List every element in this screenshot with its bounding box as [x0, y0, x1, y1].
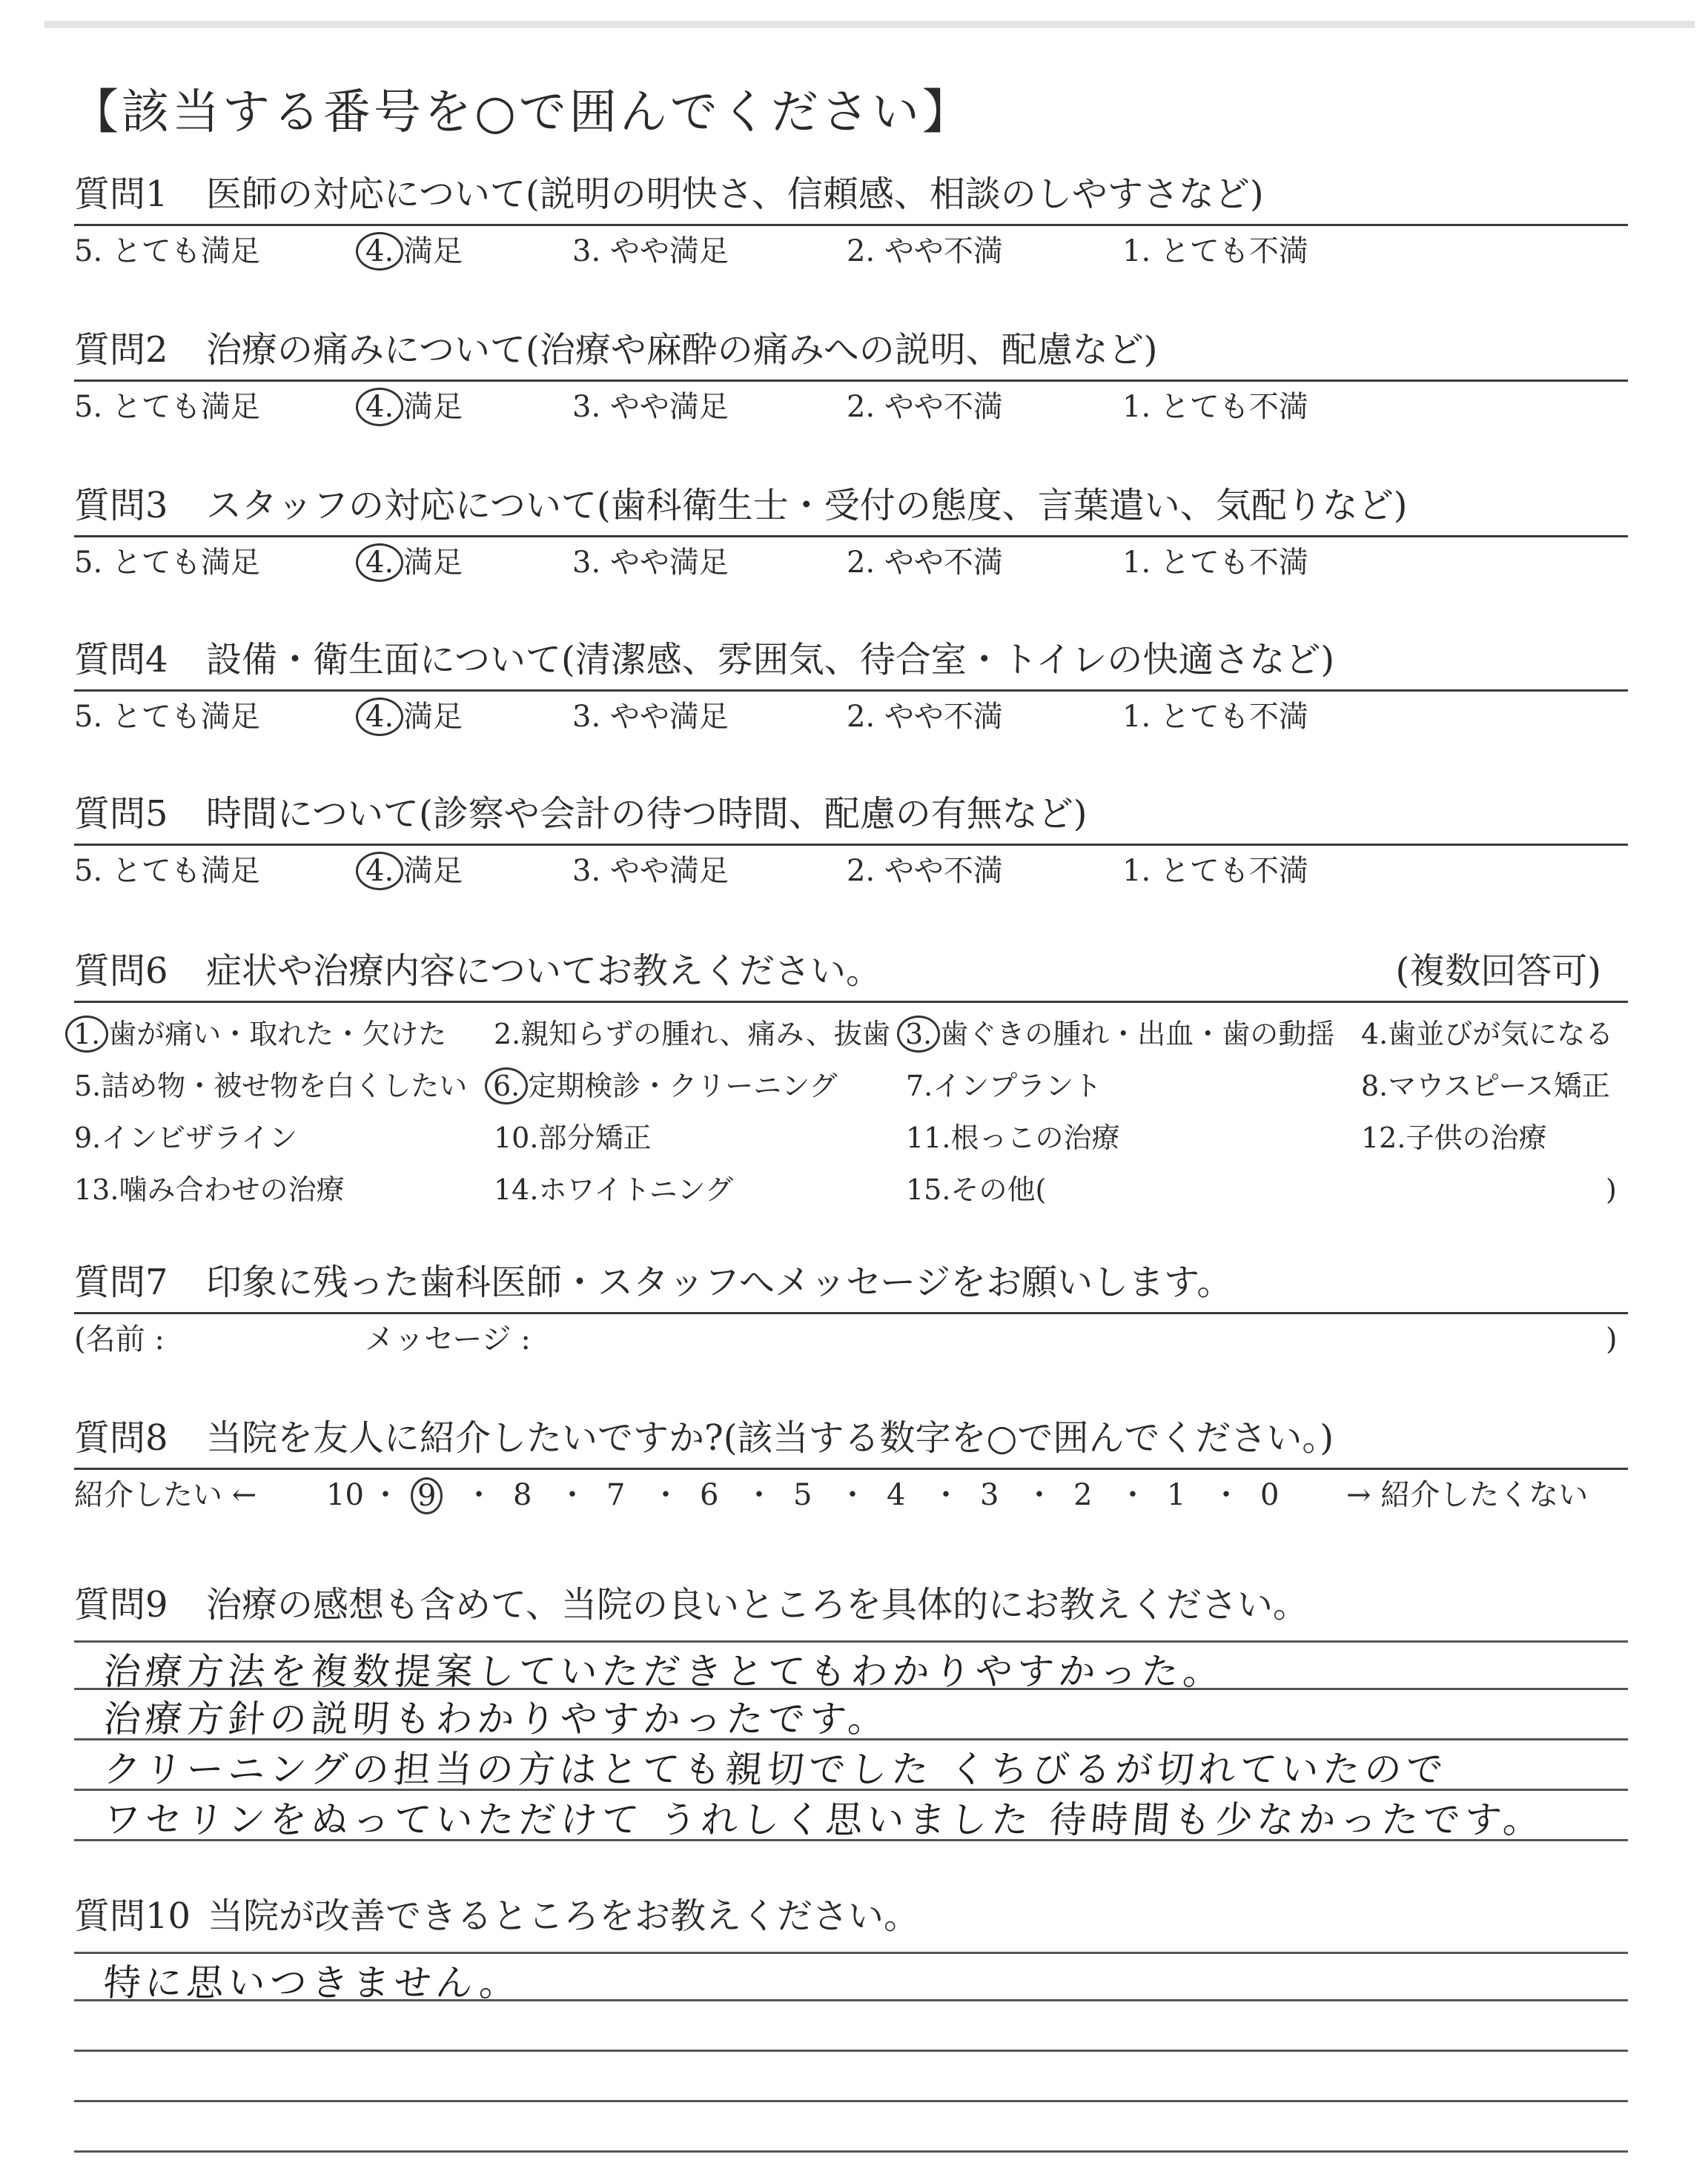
question-number: 質問3 — [74, 485, 168, 526]
option-label: 定期検診・クリーニング — [528, 1070, 838, 1102]
question-number: 質問9 — [74, 1584, 168, 1626]
question-title: 症状や治療内容についてお教えください。 — [206, 950, 882, 992]
symptom-option-4[interactable] — [1361, 1013, 1613, 1055]
selection-circle: 4. — [356, 543, 403, 582]
scale-separator: ・ — [931, 1478, 961, 1512]
referral-scale — [74, 1474, 1631, 1519]
question-title: スタッフの対応について(歯科衛生士・受付の態度、言葉遣い、気配りなど) — [206, 485, 1408, 526]
question-9 — [74, 1583, 1631, 1872]
option-label: インプラント — [933, 1070, 1102, 1102]
rating-options — [74, 386, 1631, 431]
option-number: 14. — [494, 1173, 539, 1206]
symptom-option-11[interactable] — [906, 1117, 1119, 1159]
option-somewhat-satisfied[interactable]: 3. やや満足 — [572, 234, 729, 268]
question-6 — [74, 949, 1631, 1228]
option-label: 歯並びが気になる — [1388, 1018, 1614, 1050]
option-somewhat-dissatisfied[interactable]: 2. やや不満 — [847, 390, 1003, 424]
rating-options — [74, 850, 1631, 895]
symptom-option-1[interactable] — [74, 1013, 446, 1055]
option-satisfied-label: 満足 — [403, 700, 463, 734]
option-satisfied[interactable] — [365, 696, 463, 738]
question-title: 設備・衛生面について(清潔感、雰囲気、待合室・トイレの快適さなど) — [206, 639, 1335, 680]
scale-value-0[interactable]: 0 — [1260, 1478, 1280, 1512]
option-number: 1. — [65, 1016, 108, 1053]
scale-left-label: 紹介したい ← — [74, 1478, 257, 1512]
question-rule — [74, 1312, 1628, 1314]
option-satisfied[interactable] — [365, 542, 463, 583]
scale-separator: ・ — [1211, 1478, 1241, 1512]
rating-options — [74, 231, 1631, 275]
question-title: 当院を友人に紹介したいですか?(該当する数字を○で囲んでください。) — [206, 1417, 1334, 1459]
option-very-satisfied[interactable]: 5. とても満足 — [74, 546, 260, 580]
scale-value-9[interactable]: 9 — [411, 1477, 443, 1514]
answer-lines — [74, 1938, 1631, 2183]
question-rule — [74, 1468, 1628, 1470]
scale-value-8[interactable]: 8 — [513, 1478, 532, 1512]
option-somewhat-satisfied[interactable]: 3. やや満足 — [572, 546, 729, 580]
option-very-dissatisfied[interactable]: 1. とても不満 — [1122, 854, 1308, 888]
option-number: 2. — [494, 1018, 521, 1050]
question-number: 質問1 — [74, 173, 168, 215]
question-rule — [74, 689, 1628, 692]
answer-line — [74, 2050, 1628, 2052]
scale-separator: ・ — [1118, 1478, 1148, 1512]
option-somewhat-satisfied[interactable]: 3. やや満足 — [572, 854, 729, 888]
question-number: 質問5 — [74, 793, 168, 835]
answer-line — [74, 2100, 1628, 2102]
scale-separator: ・ — [464, 1478, 494, 1512]
question-number: 質問10 — [74, 1895, 191, 1937]
scale-separator: ・ — [371, 1478, 400, 1512]
symptom-option-8[interactable] — [1361, 1065, 1610, 1107]
option-label: 部分矯正 — [538, 1122, 652, 1154]
message-field-label: メッセージ : — [365, 1322, 531, 1356]
handwritten-answer: ワセリンをぬっていただけて うれしく思いました 待時間も少なかったです。 — [102, 1798, 1546, 1841]
symptom-option-3[interactable] — [906, 1013, 1334, 1055]
question-4 — [74, 637, 1631, 741]
option-label: 親知らずの腫れ、痛み、抜歯 — [520, 1018, 890, 1050]
option-label: 根っこの治療 — [950, 1122, 1120, 1154]
option-label: 歯が痛い・取れた・欠けた — [108, 1018, 447, 1050]
selection-circle: 4. — [356, 232, 403, 271]
option-satisfied[interactable] — [365, 231, 463, 272]
symptom-option-7[interactable] — [906, 1065, 1102, 1107]
handwritten-answer: 特に思いつきません。 — [102, 1961, 523, 2004]
option-satisfied-label: 満足 — [403, 854, 463, 888]
option-somewhat-dissatisfied[interactable]: 2. やや不満 — [847, 854, 1003, 888]
question-title: 医師の対応について(説明の明快さ、信頼感、相談のしやすさなど) — [206, 173, 1264, 215]
question-3 — [74, 483, 1631, 586]
option-very-satisfied[interactable]: 5. とても満足 — [74, 700, 260, 734]
symptom-option-12[interactable] — [1361, 1117, 1546, 1159]
question-rule — [74, 1001, 1628, 1003]
question-7 — [74, 1260, 1631, 1363]
scale-value-10[interactable]: 10 — [326, 1478, 364, 1512]
question-title: 治療の痛みについて(治療や麻酔の痛みへの説明、配慮など) — [206, 329, 1158, 371]
option-number: 9. — [74, 1122, 102, 1154]
scale-value-7[interactable]: 7 — [606, 1478, 626, 1512]
question-number: 質問2 — [74, 329, 168, 371]
question-5 — [74, 792, 1631, 895]
option-number: 6. — [485, 1067, 528, 1104]
page-top-edge — [44, 21, 1695, 28]
selection-circle: 4. — [356, 388, 403, 426]
option-number: 8. — [1361, 1070, 1388, 1102]
option-somewhat-dissatisfied[interactable]: 2. やや不満 — [847, 234, 1003, 268]
option-very-dissatisfied[interactable]: 1. とても不満 — [1122, 700, 1308, 734]
question-1 — [74, 172, 1631, 275]
option-label: 子供の治療 — [1406, 1122, 1547, 1154]
symptom-option-15[interactable] — [906, 1169, 1046, 1210]
option-number: 5. — [74, 1070, 102, 1102]
symptom-option-10[interactable] — [494, 1117, 651, 1159]
option-somewhat-satisfied[interactable]: 3. やや満足 — [572, 700, 729, 734]
option-very-satisfied[interactable]: 5. とても満足 — [74, 854, 260, 888]
question-rule — [74, 224, 1628, 226]
selection-circle: 4. — [356, 852, 403, 890]
scale-separator: ・ — [744, 1478, 774, 1512]
option-label: 噛み合わせの治療 — [119, 1173, 345, 1206]
option-satisfied[interactable] — [365, 386, 463, 428]
symptom-options — [74, 1013, 1631, 1228]
scale-separator: ・ — [838, 1478, 867, 1512]
option-number: 3. — [897, 1016, 940, 1053]
question-rule — [74, 535, 1628, 537]
handwritten-answer: 治療方法を複数提案していただきとてもわかりやすかった。 — [102, 1650, 1226, 1693]
scale-value-6[interactable]: 6 — [700, 1478, 719, 1512]
option-label: その他( — [950, 1173, 1047, 1206]
answer-lines — [74, 1627, 1631, 1872]
option-number: 7. — [906, 1070, 933, 1102]
answer-line — [74, 2150, 1628, 2153]
question-number: 質問4 — [74, 639, 168, 680]
name-field-label: (名前 : — [74, 1322, 165, 1356]
scale-separator: ・ — [1025, 1478, 1054, 1512]
scale-value-5[interactable]: 5 — [793, 1478, 812, 1512]
selection-circle: 4. — [356, 698, 403, 736]
handwritten-answer: クリーニングの担当の方はとても親切でした くちびるが切れていたので — [102, 1748, 1449, 1791]
scale-value-2[interactable]: 2 — [1073, 1478, 1093, 1512]
question-title: 時間について(診察や会計の待つ時間、配慮の有無など) — [206, 793, 1088, 835]
scale-right-label: → 紹介したくない — [1346, 1478, 1589, 1512]
option-label: マウスピース矯正 — [1388, 1070, 1610, 1102]
option-number: 11. — [906, 1122, 951, 1154]
option-somewhat-dissatisfied[interactable]: 2. やや不満 — [847, 700, 1003, 734]
option-label: 詰め物・被せ物を白くしたい — [101, 1070, 468, 1102]
option-satisfied-label: 満足 — [403, 390, 463, 424]
option-number: 4. — [1361, 1018, 1388, 1050]
option-label: インビザライン — [101, 1122, 298, 1154]
scale-separator: ・ — [651, 1478, 681, 1512]
rating-options — [74, 542, 1631, 586]
scale-separator: ・ — [557, 1478, 587, 1512]
option-label: ホワイトニング — [538, 1173, 734, 1206]
option-number: 15. — [906, 1173, 951, 1206]
close-paren: ) — [1606, 1322, 1618, 1356]
symptom-option-9[interactable] — [74, 1117, 297, 1159]
option-somewhat-satisfied[interactable]: 3. やや満足 — [572, 390, 729, 424]
symptom-option-5[interactable] — [74, 1065, 467, 1107]
rating-options — [74, 696, 1631, 741]
scale-value-1[interactable]: 1 — [1167, 1478, 1186, 1512]
question-title: 当院が改善できるところをお教えください。 — [208, 1895, 920, 1937]
question-number: 質問7 — [74, 1262, 168, 1303]
symptom-option-13[interactable] — [74, 1169, 344, 1210]
question-rule — [74, 380, 1628, 382]
option-very-satisfied[interactable]: 5. とても満足 — [74, 390, 260, 424]
scale-value-4[interactable]: 4 — [887, 1478, 906, 1512]
multiple-answer-note: (複数回答可) — [1395, 950, 1601, 992]
option-very-dissatisfied[interactable]: 1. とても不満 — [1122, 234, 1308, 268]
question-rule — [74, 844, 1628, 846]
option-number: 13. — [74, 1173, 119, 1206]
scale-value-3[interactable]: 3 — [980, 1478, 999, 1512]
option-number: 12. — [1361, 1122, 1406, 1154]
page-heading: 【該当する番号を○で囲んでください】 — [71, 85, 973, 140]
question-title: 治療の感想も含めて、当院の良いところを具体的にお教えください。 — [206, 1584, 1309, 1626]
option-very-dissatisfied[interactable]: 1. とても不満 — [1122, 546, 1308, 580]
handwritten-answer: 治療方針の説明もわかりやすかったです。 — [102, 1697, 891, 1740]
question-8 — [74, 1416, 1631, 1519]
option-somewhat-dissatisfied[interactable]: 2. やや不満 — [847, 546, 1003, 580]
option-satisfied-label: 満足 — [403, 546, 463, 580]
question-number: 質問6 — [74, 950, 168, 992]
question-2 — [74, 328, 1631, 431]
other-close-paren: ) — [1606, 1173, 1617, 1206]
option-label: 歯ぐきの腫れ・出血・歯の動揺 — [940, 1018, 1335, 1050]
question-10 — [74, 1894, 1631, 2183]
option-satisfied[interactable] — [365, 850, 463, 892]
option-very-dissatisfied[interactable]: 1. とても不満 — [1122, 390, 1308, 424]
question-title: 印象に残った歯科医師・スタッフへメッセージをお願いします。 — [206, 1262, 1233, 1303]
option-very-satisfied[interactable]: 5. とても満足 — [74, 234, 260, 268]
question-number: 質問8 — [74, 1417, 168, 1459]
option-satisfied-label: 満足 — [403, 234, 463, 268]
symptom-option-2[interactable] — [494, 1013, 890, 1055]
symptom-option-6[interactable] — [494, 1065, 838, 1107]
option-number: 10. — [494, 1122, 539, 1154]
symptom-option-14[interactable] — [494, 1169, 733, 1210]
